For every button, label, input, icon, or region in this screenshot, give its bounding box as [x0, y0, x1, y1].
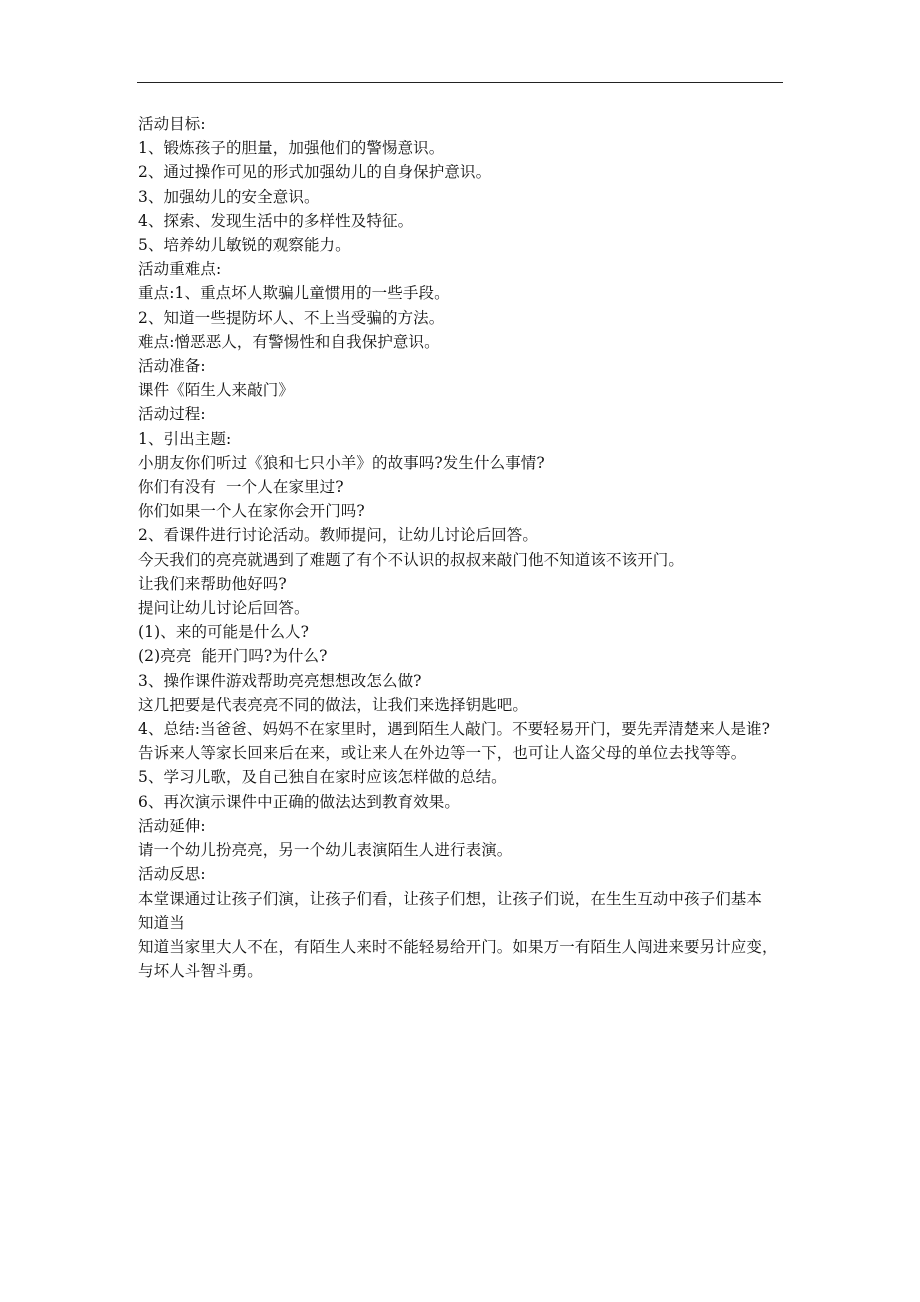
document-line: 1、锻炼孩子的胆量，加强他们的警惕意识。 — [138, 139, 445, 158]
document-line: 本堂课通过让孩子们演，让孩子们看，让孩子们想，让孩子们说，在生生互动中孩子们基本 — [138, 889, 763, 908]
document-line: 知道当家里大人不在，有陌生人来时不能轻易给开门。如果万一有陌生人闯进来要另计应变， — [138, 937, 778, 956]
document-line: 重点:1、重点坏人欺骗儿童惯用的一些手段。 — [138, 284, 450, 303]
document-line: 活动反思: — [138, 865, 206, 884]
document-line: 5、培养幼儿敏锐的观察能力。 — [138, 236, 351, 255]
document-line: 5、学习儿歌，及自己独自在家时应该怎样做的总结。 — [138, 768, 507, 787]
document-line: 小朋友你们听过《狼和七只小羊》的故事吗?发生什么事情? — [138, 453, 545, 472]
document-line: 4、总结:当爸爸、妈妈不在家里时，遇到陌生人敲门。不要轻易开门，要先弄清楚来人是谁? — [138, 720, 771, 739]
document-line: 3、操作课件游戏帮助亮亮想想改怎么做? — [138, 671, 422, 690]
document-line: 你们如果一个人在家你会开门吗? — [138, 502, 365, 521]
document-line: 活动目标: — [138, 115, 206, 133]
document-line: 你们有没有 一个人在家里过? — [138, 478, 344, 497]
document-line: 告诉来人等家长回来后在来，或让来人在外边等一下，也可让人盗父母的单位去找等等。 — [138, 744, 747, 763]
document-line: 活动过程: — [138, 405, 206, 424]
document-line: 活动准备: — [138, 357, 206, 376]
document-line: 2、看课件进行讨论活动。教师提问，让幼儿讨论后回答。 — [138, 526, 538, 545]
document-line: (2)亮亮 能开门吗?为什么? — [138, 647, 328, 666]
document-line: 今天我们的亮亮就遇到了难题了有个不认识的叔叔来敲门他不知道该不该开门。 — [138, 550, 685, 569]
document-line: 6、再次演示课件中正确的做法达到教育效果。 — [138, 792, 460, 811]
document-body — [138, 112, 786, 983]
document-line: 知道当 — [138, 913, 185, 932]
document-line: 与坏人斗智斗勇。 — [138, 962, 263, 981]
document-line: 这几把要是代表亮亮不同的做法，让我们来选择钥匙吧。 — [138, 695, 529, 714]
document-line: 活动重难点: — [138, 260, 222, 279]
document-line: 课件《陌生人来敲门》 — [138, 381, 295, 400]
document-line: 让我们来帮助他好吗? — [138, 574, 287, 593]
document-line: 提问让幼儿讨论后回答。 — [138, 599, 310, 618]
document-line: 2、知道一些提防坏人、不上当受骗的方法。 — [138, 308, 445, 327]
document-line: 难点:憎恶恶人，有警惕性和自我保护意识。 — [138, 332, 440, 351]
document-line: 活动延伸: — [138, 816, 206, 835]
document-line: 2、通过操作可见的形式加强幼儿的自身保护意识。 — [138, 163, 492, 182]
document-line: 4、探索、发现生活中的多样性及特征。 — [138, 211, 414, 230]
header-rule — [137, 82, 783, 83]
document-line: 请一个幼儿扮亮亮，另一个幼儿表演陌生人进行表演。 — [138, 841, 513, 860]
document-line: 1、引出主题: — [138, 429, 232, 448]
document-line: 3、加强幼儿的安全意识。 — [138, 187, 320, 206]
document-line: (1)、来的可能是什么人? — [138, 623, 310, 642]
